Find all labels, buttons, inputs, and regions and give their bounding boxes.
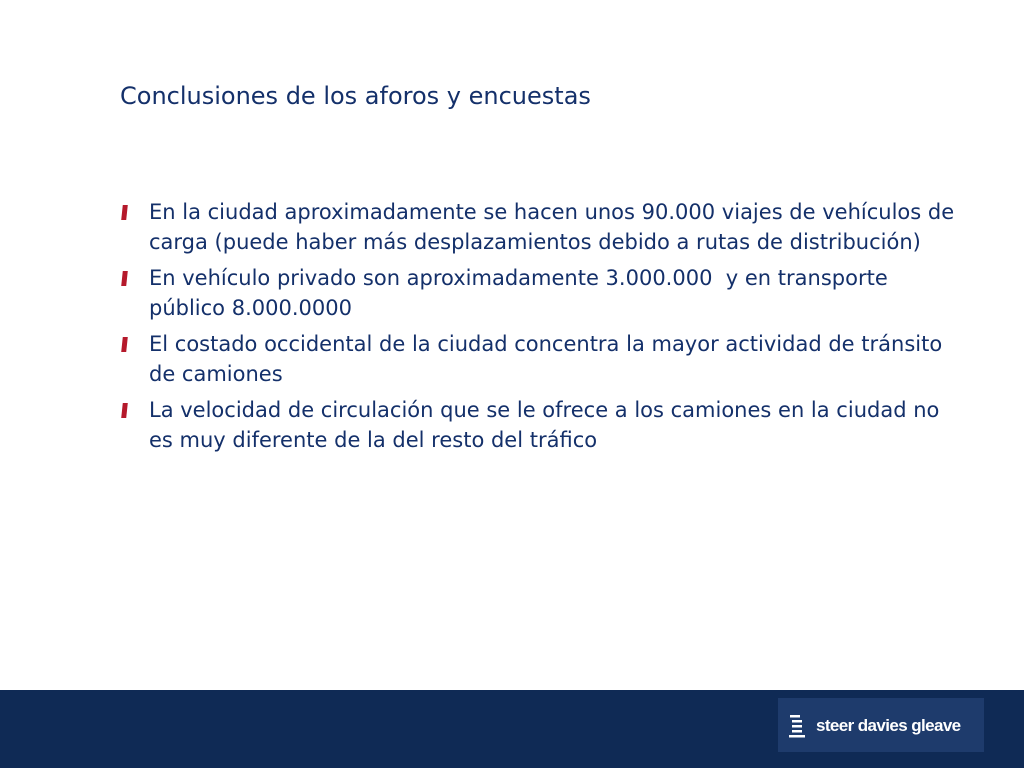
bullet-text: En la ciudad aproximadamente se hacen unos 90.000 viajes de vehículos de carga (puede haber más desplazamientos debido a rutas de distribución) bbox=[149, 200, 955, 254]
bullet-item bbox=[121, 395, 961, 455]
bullet-text: En vehículo privado son aproximadamente 3.000.000 y en transporte público 8.000.0000 bbox=[149, 266, 895, 320]
bullet-marker-icon bbox=[121, 271, 128, 286]
bullet-marker-icon bbox=[121, 403, 128, 418]
bullet-list bbox=[121, 197, 961, 461]
bullet-item bbox=[121, 329, 961, 389]
stacked-bars-logo-icon bbox=[788, 714, 806, 740]
company-logo bbox=[778, 698, 984, 752]
slide-title: Conclusiones de los aforos y encuestas bbox=[120, 82, 591, 110]
bullet-marker-icon bbox=[121, 337, 128, 352]
bullet-item bbox=[121, 197, 961, 257]
bullet-text: El costado occidental de la ciudad concentra la mayor actividad de tránsito de camiones bbox=[149, 332, 943, 386]
bullet-item bbox=[121, 263, 961, 323]
logo-text: steer davies gleave bbox=[816, 716, 961, 735]
bullet-marker-icon bbox=[121, 205, 128, 220]
bullet-text: La velocidad de circulación que se le ofrece a los camiones en la ciudad no es muy diferente de la del resto del tráfico bbox=[149, 398, 940, 452]
